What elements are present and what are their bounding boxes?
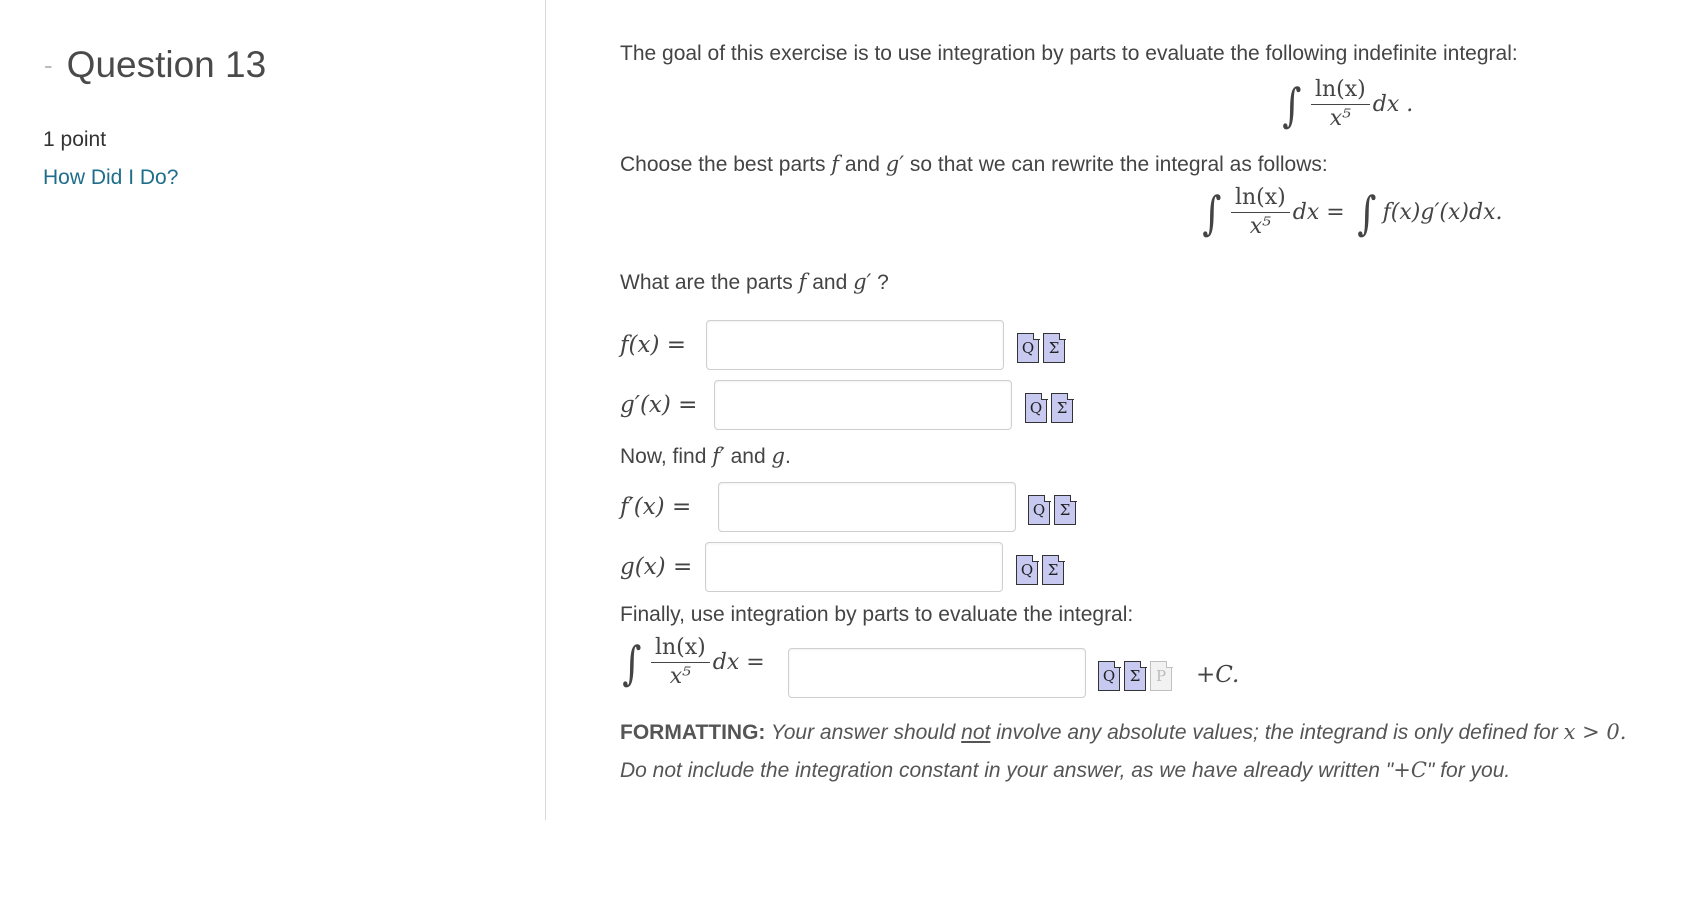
fraction-numerator: ln(x) (1311, 78, 1370, 105)
fmt-not: not (961, 721, 991, 744)
integral-sign: ∫ (1282, 77, 1302, 132)
now-find-text (620, 444, 791, 469)
f-input[interactable] (706, 320, 1004, 370)
equation-editor-icon[interactable]: Σ (1043, 333, 1065, 363)
f-prime-tools (1028, 495, 1076, 525)
final-middle: dx = (712, 650, 765, 676)
intro-text: The goal of this exercise is to use integration by parts to evaluate the following indefinite integral: (620, 42, 1518, 65)
fmt-text-a: Your answer should (765, 721, 962, 744)
integral-tail: dx . (1372, 92, 1414, 118)
preview-icon[interactable]: Q (1017, 333, 1039, 363)
equation-middle: dx = (1292, 200, 1345, 226)
preview-icon[interactable]: Q (1016, 555, 1038, 585)
finally-text: Finally, use integration by parts to evaluate the integral: (620, 603, 1134, 626)
f-prime-symbol: f′ (712, 444, 725, 468)
integral-sign: ∫ (1357, 185, 1377, 240)
fraction-denominator: x⁵ (669, 664, 691, 690)
fraction-denominator: x⁵ (1329, 106, 1351, 132)
plus-c: +C. (1196, 662, 1240, 688)
now-find-a: Now, find (620, 445, 713, 468)
f-prime-label: f′(x) = (620, 494, 692, 520)
collapse-icon[interactable]: - (44, 49, 53, 80)
f-symbol: f (798, 270, 807, 294)
choose-text-and: and (839, 153, 886, 176)
fraction-numerator: ln(x) (651, 636, 710, 663)
g-prime-tools (1025, 393, 1073, 423)
fmt-line2-b: " for you. (1426, 759, 1511, 782)
question-body (620, 0, 1690, 820)
equation-rhs: f(x)g′(x)dx. (1382, 200, 1503, 226)
now-find-end: . (784, 445, 791, 468)
intro-fraction (1311, 78, 1370, 131)
rewrite-fraction (1231, 186, 1290, 239)
fraction-denominator: x⁵ (1249, 214, 1271, 240)
fmt-line2-a: Do not include the integration constant in your answer, as we have already written " (620, 759, 1394, 782)
disabled-tool-icon: P (1150, 661, 1172, 691)
parts-text-and: and (806, 271, 854, 294)
g-prime-input[interactable] (714, 380, 1012, 430)
rewrite-equation (1200, 186, 1503, 239)
g-tools (1016, 555, 1064, 585)
choose-parts-text (620, 152, 1328, 177)
g-input[interactable] (705, 542, 1003, 592)
equation-editor-icon[interactable]: Σ (1051, 393, 1073, 423)
f-tools (1017, 333, 1065, 363)
formatting-note-line1 (620, 720, 1626, 745)
question-header[interactable] (44, 46, 266, 83)
question-sidebar (0, 0, 546, 820)
how-did-i-do-link[interactable]: How Did I Do? (43, 166, 179, 189)
final-fraction (651, 636, 710, 689)
question-title: Question 13 (66, 44, 267, 85)
g-label: g(x) = (620, 554, 693, 580)
integral-sign: ∫ (622, 635, 642, 690)
g-symbol: g (771, 444, 785, 468)
final-integral (620, 636, 765, 689)
integral-sign: ∫ (1202, 185, 1222, 240)
question-points: 1 point (43, 128, 107, 151)
g-prime-label: g′(x) = (620, 392, 698, 418)
final-tools (1098, 661, 1172, 691)
equation-editor-icon[interactable]: Σ (1054, 495, 1076, 525)
formatting-note-line2 (620, 758, 1510, 783)
choose-text-a: Choose the best parts (620, 153, 832, 176)
parts-question (620, 270, 889, 295)
parts-text-a: What are the parts (620, 271, 799, 294)
fmt-condition: x > 0. (1563, 720, 1627, 744)
equation-editor-icon[interactable]: Σ (1124, 661, 1146, 691)
fraction-numerator: ln(x) (1231, 186, 1290, 213)
g-prime-symbol: g′ (853, 270, 872, 294)
preview-icon[interactable]: Q (1098, 661, 1120, 691)
intro-integral (1280, 78, 1413, 131)
fmt-plus-c: +C (1393, 758, 1427, 782)
equation-editor-icon[interactable]: Σ (1042, 555, 1064, 585)
formatting-label: FORMATTING: (620, 721, 766, 744)
f-symbol: f (831, 152, 840, 176)
f-label: f(x) = (620, 332, 687, 358)
now-find-and: and (724, 445, 772, 468)
final-answer-input[interactable] (788, 648, 1086, 698)
g-prime-symbol: g′ (885, 152, 905, 176)
choose-text-b: so that we can rewrite the integral as follows: (904, 153, 1328, 176)
fmt-text-b: involve any absolute values; the integrand is only defined for (990, 721, 1564, 744)
f-prime-input[interactable] (718, 482, 1016, 532)
parts-text-b: ? (871, 271, 889, 294)
preview-icon[interactable]: Q (1028, 495, 1050, 525)
preview-icon[interactable]: Q (1025, 393, 1047, 423)
